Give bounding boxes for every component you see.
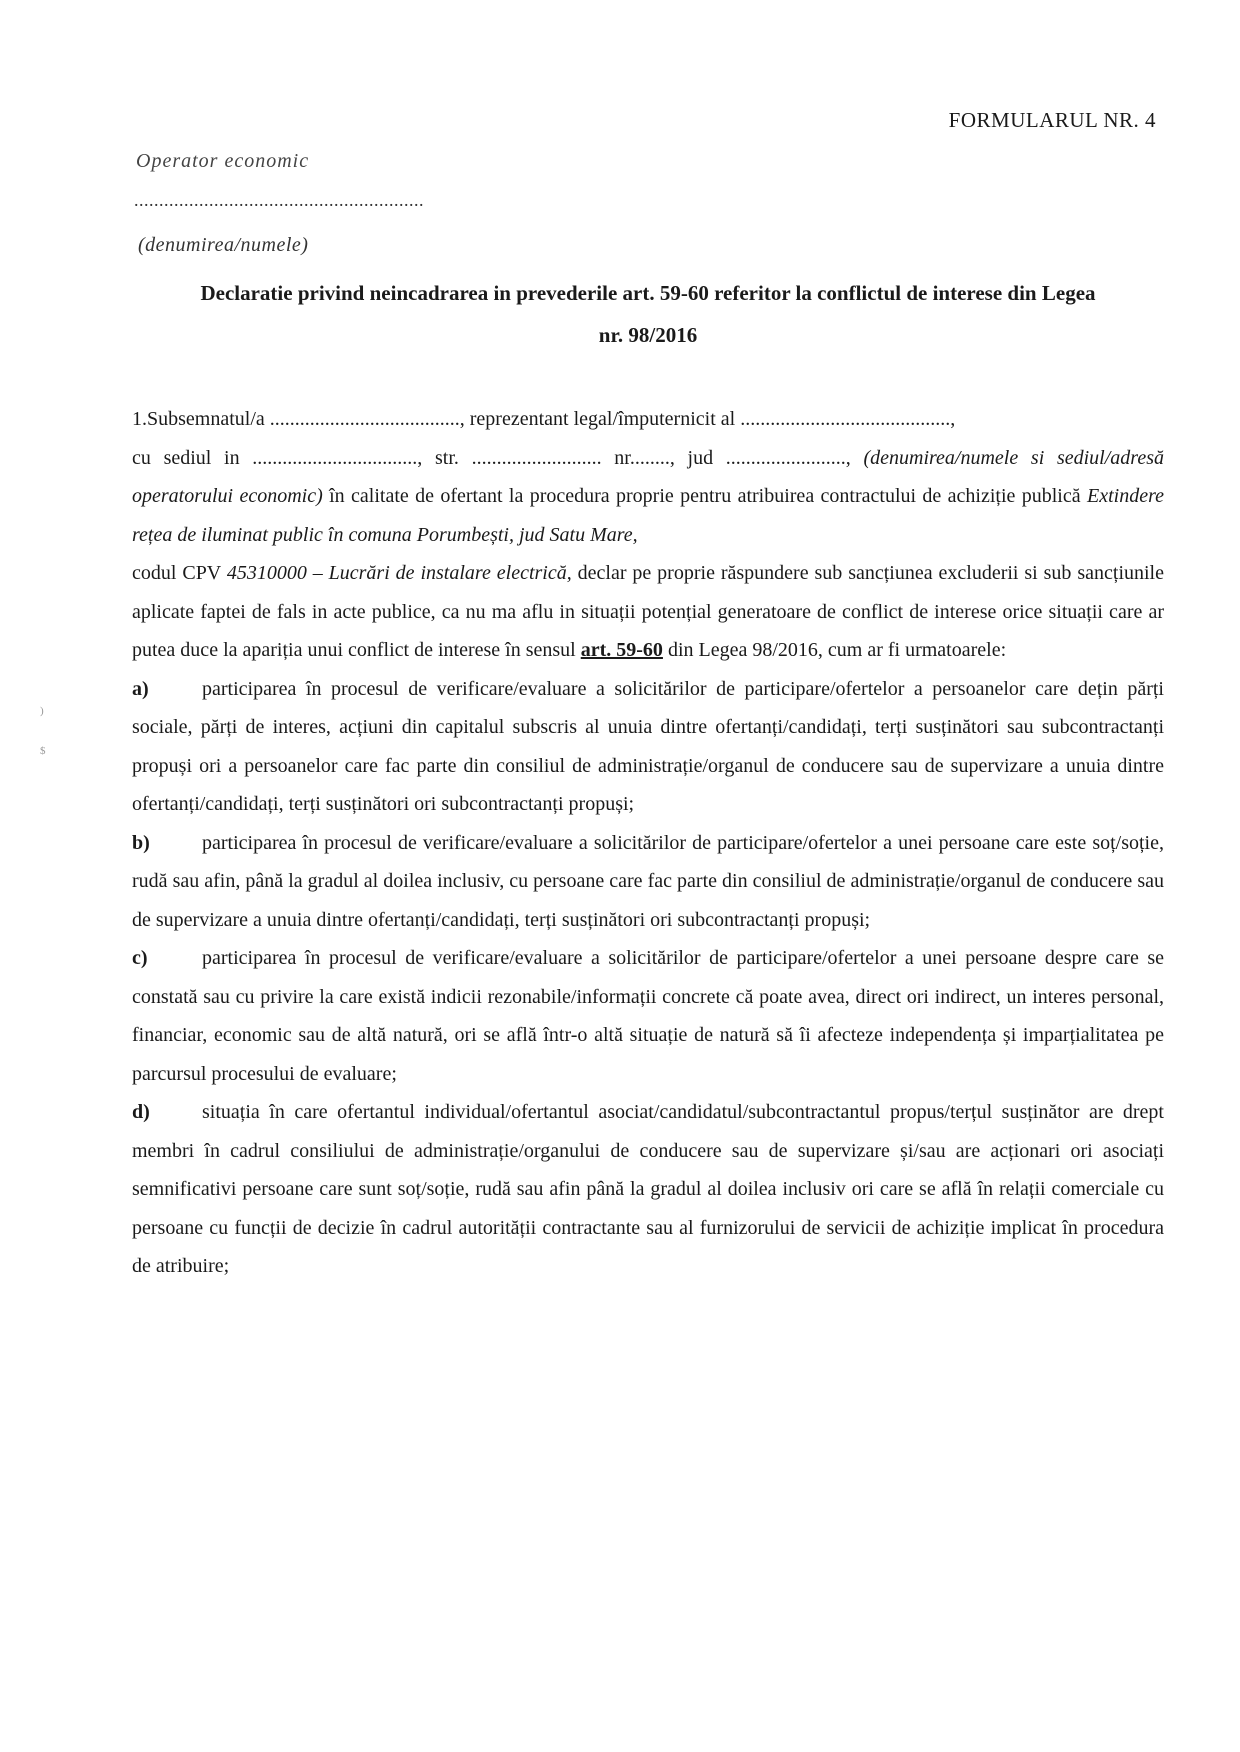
item-letter: b): [132, 831, 150, 854]
intro-declaration: declar pe proprie răspundere sub sancțiunea excluderii si sub sancțiunile aplicate faptei de fals in acte publice, ca nu ma aflu in situații potențial generatoare de conflict de interese orice situații care ar putea duce la apariția unui conflict de interese în sensul: [132, 562, 1164, 661]
list-item: [132, 939, 1164, 1093]
margin-mark: $: [40, 745, 46, 757]
intro-cpv-label: codul CPV: [132, 562, 227, 584]
operator-label: Operator economic: [136, 150, 310, 172]
list-item: [132, 824, 1164, 940]
declaration-body: [132, 400, 1164, 1286]
intro-address: cu sediul in ................................., str. .......................... nr........, jud ........................,: [132, 446, 864, 469]
title-line-1: Declaratie privind neincadrarea in prevederile art. 59-60 referitor la conflictul de interese din Legea: [200, 281, 1096, 305]
intro-article-ref: art. 59-60: [580, 639, 663, 661]
list-item: [132, 670, 1164, 824]
intro-operator-hint: (denumirea/numele si sediul/adresă operatorului economic): [132, 446, 1164, 507]
intro-procedure: în calitate de ofertant la procedura proprie pentru atribuirea contractului de achiziție publică: [322, 485, 1087, 507]
item-text: situația în care ofertantul individual/ofertantul asociat/candidatul/subcontractantul propus/terțul susținător are drept membri în cadrul consiliului de administrație/organului de conducere sau de supervizare și/sau are acționari ori asociați semnificativi persoane care sunt soț/soție, rudă sau afin până la gradul al doilea inclusiv ori care se află în relații comerciale cu persoane cu funcții de decizie în cadrul autorității contractante sau al furnizorului de servicii de achiziție implicat în procedura de atribuire;: [132, 1101, 1164, 1277]
intro-paragraph: [132, 400, 1164, 670]
operator-name-hint: (denumirea/numele): [138, 234, 309, 256]
operator-name-blank: ..........................................................: [134, 190, 424, 210]
document-title: [128, 272, 1168, 356]
intro-law-ref: din Legea 98/2016, cum ar fi urmatoarele:: [662, 639, 1007, 661]
item-text: participarea în procesul de verificare/evaluare a solicitărilor de participare/ofertelor a unei persoane care este soț/soție, rudă sau afin, până la gradul al doilea inclusiv, cu persoane care fac parte din consiliul de administrație/organul de conducere sau de supervizare a unuia dintre ofertanți/candidați, terți susținători ori subcontractanți propuși;: [132, 831, 1164, 931]
item-letter: a): [132, 677, 149, 700]
item-letter: d): [132, 1101, 150, 1123]
list-item: [132, 1093, 1164, 1286]
intro-contract-name: Extindere rețea de iluminat public în comuna Porumbești, jud Satu Mare,: [132, 485, 1164, 546]
item-letter: c): [132, 947, 148, 969]
margin-mark: ): [40, 705, 44, 717]
item-text: participarea în procesul de verificare/evaluare a solicitărilor de participare/ofertelor a unei persoane despre care se constată sau cu privire la care există indicii rezonabile/informații concrete că poate avea, direct ori indirect, un interes personal, financiar, economic sau de altă natură, ori se află într-o altă situație de natură să îi afecteze independența și imparțialitatea pe parcursul procesului de evaluare;: [132, 947, 1164, 1085]
form-number: FORMULARUL NR. 4: [948, 108, 1156, 132]
intro-cpv-code: 45310000 – Lucrări de instalare electrică,: [226, 562, 572, 584]
item-text: participarea în procesul de verificare/evaluare a solicitărilor de participare/ofertelor a persoanelor care dețin părți sociale, părți de interes, acțiuni din capitalul subscris al unuia dintre ofertanți/candidați, terți susținători sau subcontractanți propuși ori a persoanelor care fac parte din consiliul de administrație/organul de conducere sau de supervizare a unuia dintre ofertanți/candidați, terți susținători ori subcontractanți propuși;: [132, 677, 1164, 815]
intro-subsemnatul: 1.Subsemnatul/a ......................................, reprezentant legal/împuternicit al ..........................................,: [132, 408, 956, 430]
title-line-2: nr. 98/2016: [598, 323, 698, 347]
